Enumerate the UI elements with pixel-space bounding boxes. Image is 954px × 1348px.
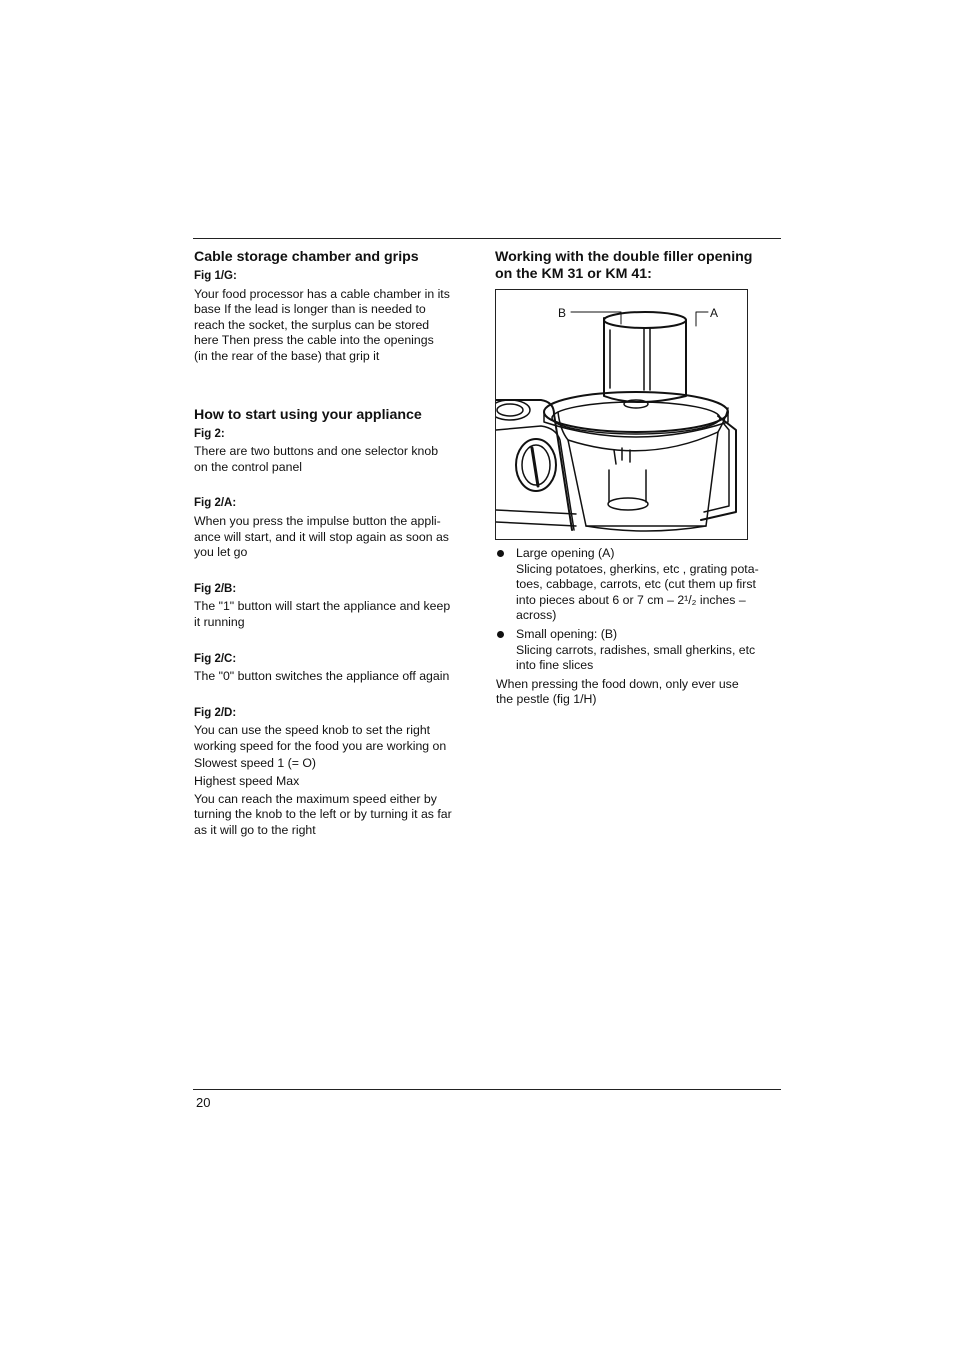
fig2-line: There are two buttons and one selector knob [194,444,439,459]
left-column [194,249,484,838]
fig-2b-label: Fig 2/B: [194,582,237,595]
small-line: into fine slices [516,658,594,673]
fig2b-line: it running [194,614,245,629]
fig-2a-label: Fig 2/A: [194,497,237,510]
fig2a-line: you let go [194,545,248,560]
cable-line: Your food processor has a cable chamber in its [194,286,450,301]
bullet-small-opening [496,627,786,674]
bullet-dot-icon [497,550,504,557]
fig2c-line: The "0" button switches the appliance off again [194,669,450,684]
right-heading-block [495,249,785,283]
pestle-line: When pressing the food down, only ever use [496,676,739,691]
cable-line: base If the lead is longer than is needed to [194,302,426,317]
label-b: B [558,306,567,320]
fig2d-line: working speed for the food you are working on [194,738,447,753]
small-line: Slicing carrots, radishes, small gherkins, etc [516,642,756,657]
fig-2c-label: Fig 2/C: [194,652,237,665]
cable-line: here Then press the cable into the openings [194,333,434,348]
fig2b-line: The "1" button will start the appliance and keep [194,599,451,614]
food-processor-illustration [495,289,748,540]
large-line: Slicing potatoes, gherkins, etc , grating pota- [516,561,759,576]
highest-speed: Highest speed Max [194,774,300,789]
fig2a-line: When you press the impulse button the appli- [194,513,441,528]
small-opening-title: Small opening: (B) [516,626,618,641]
page-number: 20 [196,1095,211,1110]
fig-2d-label: Fig 2/D: [194,706,237,719]
large-line: across) [516,608,557,623]
right-heading-line: Working with the double filler opening [495,249,753,265]
label-a: A [710,306,719,320]
large-line: into pieces about 6 or 7 cm – 2¹/₂ inches – [516,592,746,607]
cable-line: (in the rear of the base) that grip it [194,348,380,363]
right-heading-line: on the KM 31 or KM 41: [495,266,652,282]
right-body [496,546,786,708]
fig-1g-label: Fig 1/G: [194,270,237,282]
start-heading: How to start using your appliance [194,406,422,423]
bullet-dot-icon [497,631,504,638]
food-processor-drawing [496,290,748,540]
bullet-large-opening [496,546,786,624]
bottom-rule [193,1089,781,1090]
pestle-line: the pestle (fig 1/H) [496,692,597,707]
fig-2-label: Fig 2: [194,427,225,440]
max-line: You can reach the maximum speed either by [194,791,437,806]
large-opening-title: Large opening (A) [516,546,615,560]
slowest-speed: Slowest speed 1 (= O) [194,756,317,771]
cable-line: reach the socket, the surplus can be stored [194,317,430,332]
fig2a-line: ance will start, and it will stop again as soon as [194,529,449,544]
fig2-line: on the control panel [194,459,303,474]
fig2d-line: You can use the speed knob to set the right [194,723,431,738]
large-line: toes, cabbage, carrots, etc (cut them up first [516,577,756,592]
max-line: turning the knob to the left or by turning it as far [194,807,452,822]
max-line: as it will go to the right [194,822,316,837]
top-rule [193,238,781,239]
cable-heading: Cable storage chamber and grips [194,249,419,265]
